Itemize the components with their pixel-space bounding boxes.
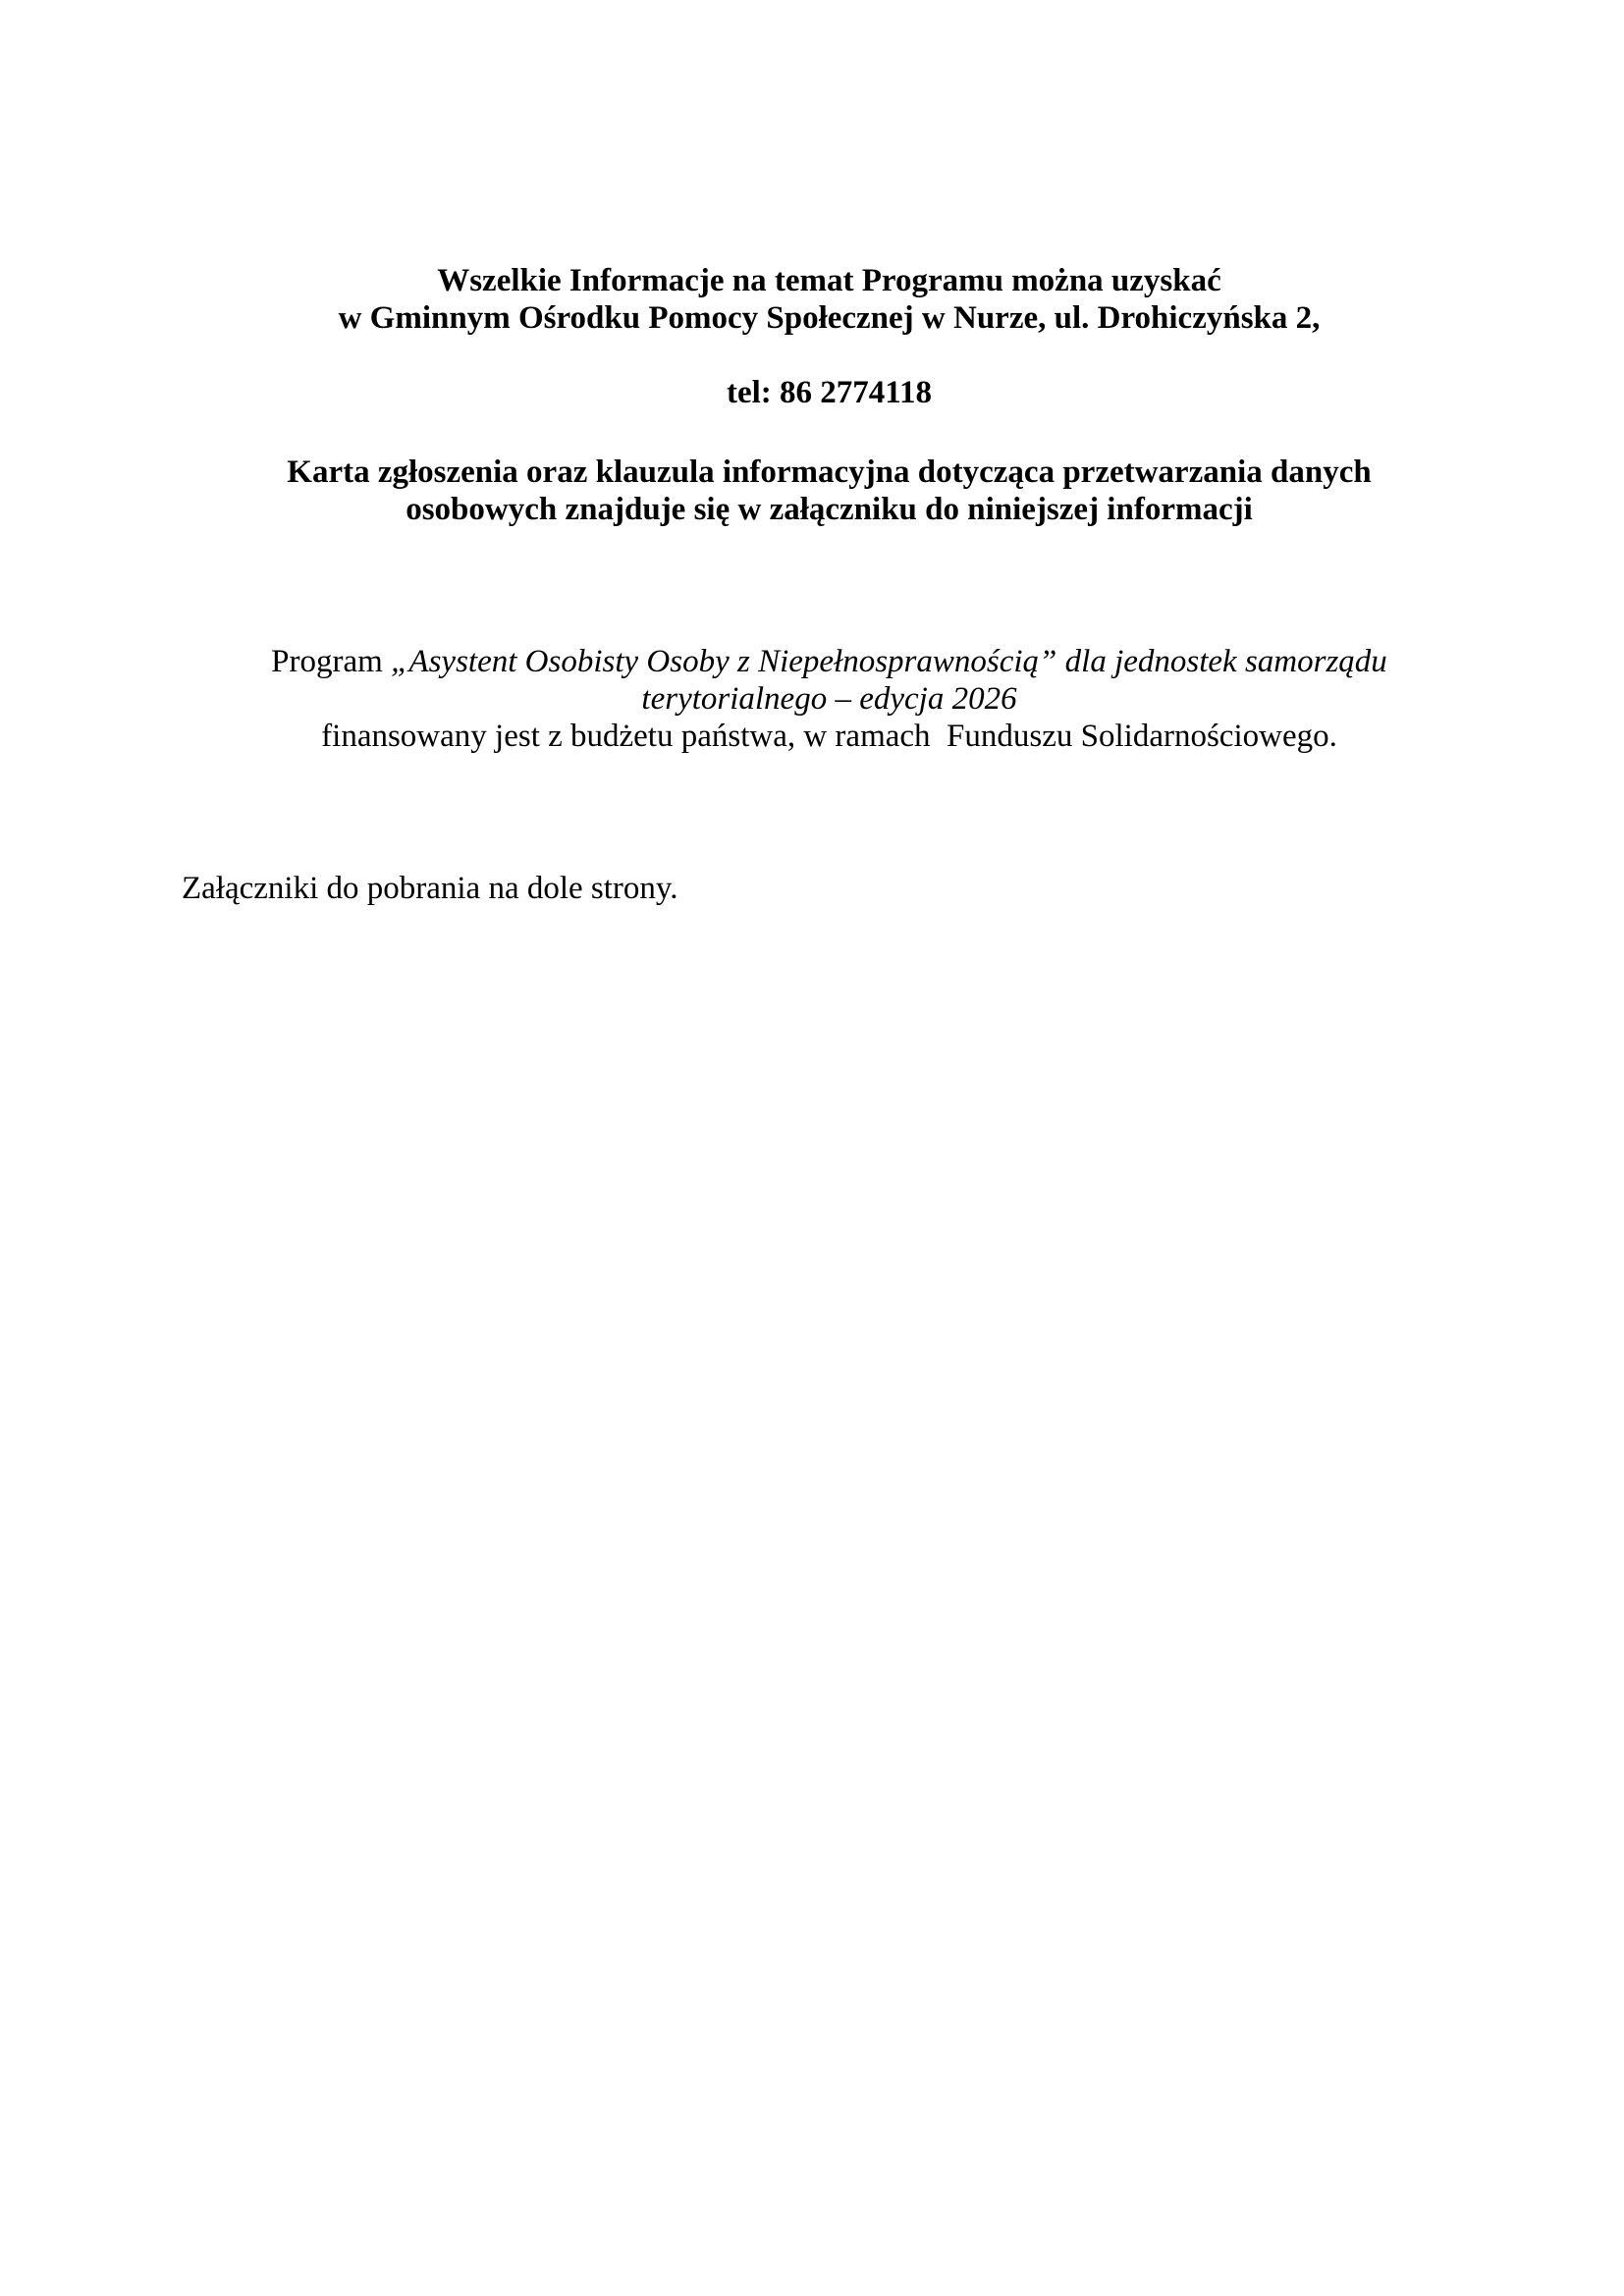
program-title-line-2: terytorialnego – edycja 2026 [641,681,1017,717]
program-title-line-1: „Asystent Osobisty Osoby z Niepełnosprawnością” dla jednostek samorządu [391,644,1387,679]
attachments-note: Załączniki do pobrania na dole strony. [182,871,678,906]
document-content [182,262,1477,907]
program-prefix: Program [271,644,392,679]
notice-line-2: osobowych znajduje się w załączniku do niniejszej informacji [406,492,1253,527]
notice-line-1: Karta zgłoszenia oraz klauzula informacyjna dotycząca przetwarzania danych [287,454,1372,490]
heading-line-1: Wszelkie Informacje na temat Programu można uzyskać [437,263,1221,298]
notice-paragraph [182,454,1477,528]
program-paragraph [182,643,1477,755]
phone-line: tel: 86 2774118 [727,375,932,410]
heading-line-2: w Gminnym Ośrodku Pomocy Społecznej w Nurze, ul. Drohiczyńska 2, [338,300,1321,336]
program-funding-line: finansowany jest z budżetu państwa, w ramach Funduszu Solidarnościowego. [321,719,1337,754]
heading-paragraph [182,262,1477,337]
